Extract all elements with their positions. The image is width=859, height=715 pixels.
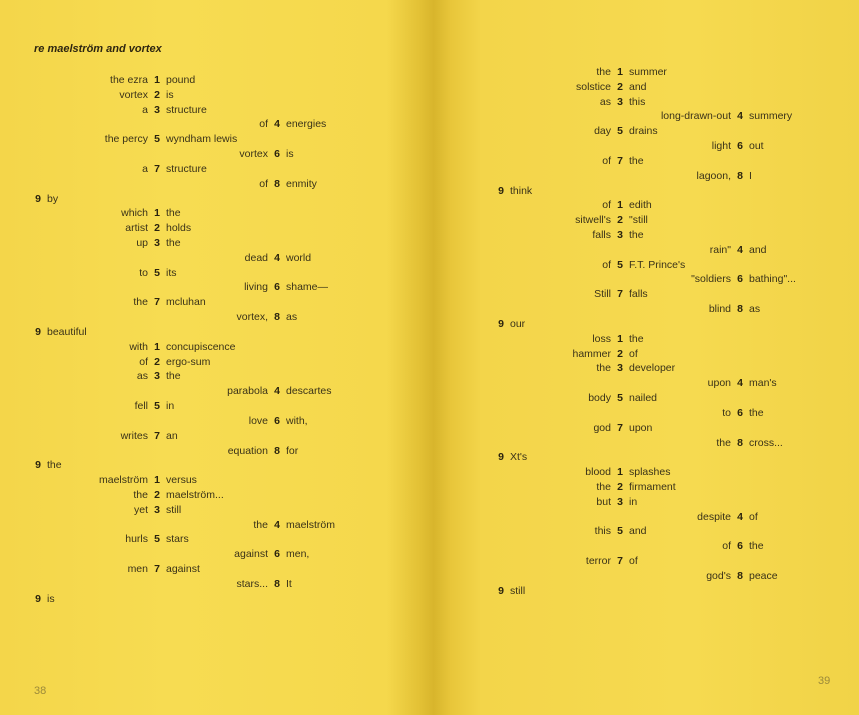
poem-line (0, 592, 430, 607)
line-number: 2 (617, 214, 623, 227)
line-right-word: structure (166, 162, 207, 175)
line-right-word: mcluhan (166, 296, 206, 309)
line-right-word: and (749, 243, 767, 256)
poem-line (430, 524, 859, 539)
line-right-word: and (629, 80, 647, 93)
line-number: 2 (617, 347, 623, 360)
poem-line (0, 414, 430, 429)
line-number: 3 (154, 370, 160, 383)
right-page (430, 0, 859, 715)
line-number: 2 (154, 488, 160, 501)
poem-line (0, 251, 430, 266)
line-right-word: the (629, 154, 644, 167)
line-left-word: of (602, 258, 611, 271)
poem-line (430, 554, 859, 569)
poem-line (0, 236, 430, 251)
poem-line (0, 444, 430, 459)
line-number: 8 (737, 569, 743, 582)
line-number: 5 (617, 392, 623, 405)
line-left-word: the percy (104, 133, 148, 146)
line-left-word: the (253, 518, 268, 531)
line-number: 4 (274, 251, 280, 264)
poem-line (430, 510, 859, 525)
line-right-word: man's (749, 377, 777, 390)
line-number: 1 (617, 199, 623, 212)
poem-line (0, 355, 430, 370)
line-right-word: the (749, 540, 764, 553)
line-right-word: is (166, 88, 174, 101)
line-right-word: ergo-sum (166, 355, 211, 368)
line-left-word: solstice (575, 80, 611, 93)
line-left-word: hammer (572, 347, 611, 360)
line-right-word: pound (166, 74, 196, 86)
line-number: 7 (154, 563, 160, 576)
line-left-word: as (136, 370, 148, 383)
line-number: 6 (274, 148, 280, 161)
line-left-word: the ezra (110, 74, 148, 86)
line-left-word: the (716, 436, 731, 449)
line-number: 7 (617, 154, 623, 167)
poem-line (430, 539, 859, 554)
line-left-word: god's (706, 569, 731, 582)
line-left-word: of (602, 154, 611, 167)
line-right-word: an (166, 429, 178, 442)
line-number: 5 (154, 533, 160, 546)
line-number: 1 (617, 466, 623, 479)
line-left-word: with (129, 340, 148, 353)
line-number: 5 (617, 258, 623, 271)
poem-line (430, 480, 859, 495)
poem-line (0, 177, 430, 192)
line-right-word: developer (629, 362, 676, 375)
poem-line (430, 198, 859, 213)
line-left-word: the (596, 362, 611, 375)
poem-line (0, 473, 430, 488)
poem-line (0, 399, 430, 414)
line-number: 8 (737, 169, 743, 182)
line-right-word: still (510, 584, 526, 597)
line-number: 3 (154, 503, 160, 516)
poem-line (430, 287, 859, 302)
poem-line (430, 347, 859, 362)
line-number: 2 (154, 355, 160, 368)
line-right-word: Xt's (510, 451, 528, 464)
line-number: 8 (274, 577, 280, 590)
line-left-word: against (234, 548, 268, 561)
line-right-word: I (749, 169, 752, 182)
line-left-word: but (596, 495, 611, 508)
line-left-word: blood (585, 466, 611, 479)
line-left-word: the (133, 488, 148, 501)
line-number: 5 (154, 133, 160, 146)
poem-line (430, 243, 859, 258)
poem-line (0, 295, 430, 310)
poem-line (0, 562, 430, 577)
line-number: 7 (617, 555, 623, 568)
line-number: 3 (154, 103, 160, 116)
poem-line (0, 369, 430, 384)
poem-line (0, 280, 430, 295)
poem-line (430, 376, 859, 391)
poem-line (430, 184, 859, 199)
line-left-word: of (722, 540, 731, 553)
line-right-word: the (749, 406, 764, 419)
line-number: 4 (274, 385, 280, 398)
line-right-word: with, (286, 414, 308, 427)
line-number: 6 (274, 281, 280, 294)
poem-title: re maelström and vortex (34, 43, 162, 55)
line-left-word: parabola (227, 385, 268, 398)
line-number: 2 (154, 88, 160, 101)
line-number: 2 (617, 80, 623, 93)
line-right-word: men, (286, 548, 310, 561)
line-right-word: the (629, 332, 644, 345)
line-left-word: day (594, 125, 611, 138)
poem-line (0, 518, 430, 533)
poem-line (0, 547, 430, 562)
line-number: 6 (737, 406, 743, 419)
line-right-word: world (286, 251, 312, 264)
line-right-word: It (286, 577, 292, 590)
line-right-word: think (510, 184, 533, 197)
line-right-word: and (629, 525, 647, 538)
poem-line (0, 532, 430, 547)
line-left-word: to (139, 266, 148, 279)
line-left-word: equation (227, 444, 268, 457)
line-right-word: the (166, 370, 181, 383)
line-left-word: upon (707, 377, 731, 390)
line-left-word: long-drawn-out (660, 110, 731, 123)
line-number: 1 (154, 474, 160, 487)
page-number-right: 39 (818, 675, 831, 687)
line-left-word: Still (594, 288, 611, 301)
line-right-word: its (166, 266, 177, 279)
line-right-word: for (286, 444, 299, 457)
poem-line (0, 147, 430, 162)
line-number: 8 (274, 311, 280, 324)
line-number: 2 (617, 480, 623, 493)
poem-line (0, 192, 430, 207)
line-number: 9 (498, 317, 504, 330)
line-left-word: vortex, (236, 311, 268, 324)
line-number: 9 (498, 451, 504, 464)
poem-line (430, 258, 859, 273)
line-number: 3 (617, 495, 623, 508)
line-number: 4 (274, 118, 280, 131)
line-right-word: falls (629, 288, 648, 301)
poem-line (430, 302, 859, 317)
poem-line (0, 429, 430, 444)
line-right-word: cross... (749, 436, 783, 449)
line-left-word: sitwell's (575, 214, 611, 227)
line-right-word: in (629, 495, 638, 508)
line-right-word: concupiscence (166, 340, 236, 353)
line-number: 4 (737, 510, 743, 523)
poem-line (430, 584, 859, 599)
poem-line (430, 332, 859, 347)
line-right-word: the (47, 459, 62, 472)
line-number: 1 (154, 74, 160, 86)
line-left-word: the (596, 480, 611, 493)
line-left-word: fell (134, 400, 148, 413)
poem-line (430, 95, 859, 110)
line-left-word: men (127, 563, 148, 576)
poem-line (430, 109, 859, 124)
line-right-word: the (629, 229, 644, 242)
poem-line (0, 221, 430, 236)
line-right-word: is (286, 148, 294, 161)
poem-line (0, 73, 430, 88)
poem-line (0, 162, 430, 177)
poem-line (430, 65, 859, 80)
line-left-word: yet (133, 503, 148, 516)
line-number: 3 (617, 229, 623, 242)
poem-line (430, 465, 859, 480)
line-number: 9 (35, 592, 41, 605)
poem-line (0, 266, 430, 281)
line-left-word: love (248, 414, 268, 427)
line-right-word: this (629, 95, 646, 108)
line-right-word: structure (166, 103, 207, 116)
line-left-word: of (139, 355, 148, 368)
poem-line (0, 88, 430, 103)
line-number: 9 (35, 192, 41, 205)
line-right-word: maelström... (166, 488, 224, 501)
line-right-word: stars (166, 533, 189, 546)
line-left-word: the (596, 66, 611, 78)
line-right-word: F.T. Prince's (629, 258, 686, 271)
line-right-word: out (749, 140, 764, 153)
line-left-word: writes (120, 429, 148, 442)
line-number: 6 (274, 414, 280, 427)
line-number: 5 (154, 400, 160, 413)
line-left-word: up (136, 237, 148, 250)
line-number: 3 (617, 362, 623, 375)
line-left-word: which (121, 207, 148, 220)
line-left-word: body (588, 392, 611, 405)
poem-line (0, 206, 430, 221)
line-number: 5 (154, 266, 160, 279)
line-left-word: god (593, 421, 611, 434)
line-right-word: the (166, 207, 181, 220)
poem-line (430, 421, 859, 436)
line-number: 6 (737, 140, 743, 153)
line-right-word: wyndham lewis (166, 133, 238, 146)
line-number: 8 (274, 177, 280, 190)
line-right-word: our (510, 317, 526, 330)
line-number: 8 (737, 436, 743, 449)
line-left-word: stars... (236, 577, 268, 590)
line-number: 6 (737, 540, 743, 553)
line-number: 7 (154, 162, 160, 175)
line-left-word: living (244, 281, 268, 294)
poem-line (430, 124, 859, 139)
line-left-word: blind (708, 303, 731, 316)
line-left-word: loss (592, 332, 611, 345)
poem-line (0, 117, 430, 132)
line-right-word: summer (629, 66, 667, 78)
line-right-word: bathing"... (749, 273, 796, 286)
poem-line (430, 213, 859, 228)
line-left-word: to (722, 406, 731, 419)
line-left-word: despite (697, 510, 731, 523)
poem-line (430, 169, 859, 184)
line-left-word: this (594, 525, 611, 538)
line-right-word: is (47, 592, 55, 605)
line-number: 8 (274, 444, 280, 457)
line-right-word: by (47, 192, 59, 205)
line-number: 7 (617, 288, 623, 301)
line-left-word: a (142, 103, 148, 116)
line-number: 7 (617, 421, 623, 434)
line-right-word: peace (749, 569, 778, 582)
line-left-word: rain" (709, 243, 731, 256)
poem-line (430, 139, 859, 154)
line-number: 4 (737, 110, 743, 123)
line-number: 1 (617, 332, 623, 345)
line-number: 9 (498, 584, 504, 597)
poem-line (430, 391, 859, 406)
poem-line (430, 228, 859, 243)
poem-line (430, 436, 859, 451)
line-left-word: vortex (119, 88, 148, 101)
poem-line (430, 361, 859, 376)
line-right-word: shame— (286, 281, 329, 294)
line-right-word: summery (749, 110, 793, 123)
line-number: 1 (154, 207, 160, 220)
poem-line (0, 103, 430, 118)
line-number: 1 (617, 66, 623, 78)
line-right-word: edith (629, 199, 652, 212)
line-right-word: the (166, 237, 181, 250)
poem-line (430, 569, 859, 584)
line-right-word: against (166, 563, 200, 576)
line-number: 9 (35, 459, 41, 472)
line-number: 4 (737, 243, 743, 256)
page-number-left: 38 (34, 685, 47, 697)
poem-line (0, 310, 430, 325)
line-left-word: hurls (125, 533, 148, 546)
line-right-word: "still (629, 214, 648, 227)
line-right-word: energies (286, 118, 327, 131)
line-left-word: of (602, 199, 611, 212)
line-left-word: a (142, 162, 148, 175)
poem-line (0, 503, 430, 518)
line-right-word: of (749, 510, 758, 523)
line-number: 9 (498, 184, 504, 197)
line-right-word: holds (166, 222, 192, 235)
line-right-word: descartes (286, 385, 332, 398)
line-right-word: splashes (629, 466, 671, 479)
line-number: 5 (617, 525, 623, 538)
line-number: 4 (737, 377, 743, 390)
poem-line (430, 317, 859, 332)
line-left-word: the (133, 296, 148, 309)
line-left-word: terror (585, 555, 611, 568)
line-number: 9 (35, 325, 41, 338)
line-number: 2 (154, 222, 160, 235)
line-left-word: maelström (98, 474, 148, 487)
poem-line (430, 450, 859, 465)
line-right-word: as (286, 311, 298, 324)
line-number: 3 (617, 95, 623, 108)
line-number: 7 (154, 429, 160, 442)
line-number: 4 (274, 518, 280, 531)
line-number: 6 (274, 548, 280, 561)
line-right-word: still (166, 503, 182, 516)
line-left-word: light (711, 140, 731, 153)
line-right-word: drains (629, 125, 658, 138)
poem-line (0, 384, 430, 399)
line-number: 5 (617, 125, 623, 138)
line-left-word: artist (125, 222, 148, 235)
poem-line (0, 458, 430, 473)
line-left-word: falls (592, 229, 611, 242)
line-left-word: lagoon, (696, 169, 731, 182)
poem-line (430, 272, 859, 287)
line-right-word: as (749, 303, 761, 316)
line-right-word: of (629, 347, 638, 360)
poem-line (430, 406, 859, 421)
line-number: 6 (737, 273, 743, 286)
poem-line (0, 488, 430, 503)
line-left-word: "soldiers (691, 273, 731, 286)
line-right-word: enmity (286, 177, 317, 190)
line-right-word: upon (629, 421, 653, 434)
line-left-word: as (599, 95, 611, 108)
line-left-word: dead (244, 251, 268, 264)
poem-line (430, 495, 859, 510)
line-right-word: of (629, 555, 638, 568)
line-right-word: in (166, 400, 175, 413)
poem-line (0, 325, 430, 340)
poem-line (0, 132, 430, 147)
line-right-word: beautiful (47, 325, 87, 338)
line-right-word: versus (166, 474, 197, 487)
poem-line (0, 340, 430, 355)
line-left-word: of (259, 177, 268, 190)
line-left-word: vortex (239, 148, 268, 161)
poem-line (0, 577, 430, 592)
line-right-word: maelström (286, 518, 336, 531)
line-right-word: nailed (629, 392, 658, 405)
line-number: 7 (154, 296, 160, 309)
poem-line (430, 80, 859, 95)
line-number: 3 (154, 237, 160, 250)
line-number: 1 (154, 340, 160, 353)
line-right-word: firmament (629, 480, 676, 493)
line-number: 8 (737, 303, 743, 316)
poem-line (430, 154, 859, 169)
line-left-word: of (259, 118, 268, 131)
